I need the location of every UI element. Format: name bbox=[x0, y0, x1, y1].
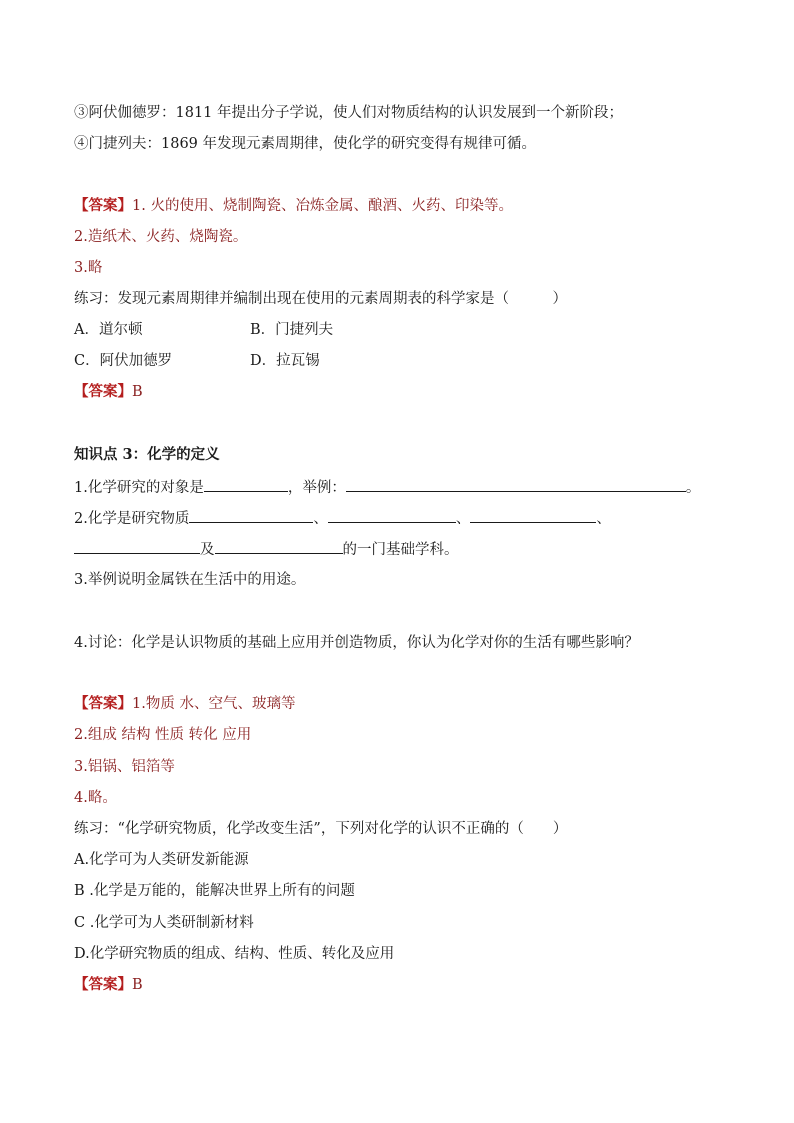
answer-text: B bbox=[132, 977, 143, 993]
answer-text: 1.物质 水、空气、玻璃等 bbox=[132, 696, 296, 712]
answer-tag: 【答案】 bbox=[74, 197, 132, 214]
answer2-line2: 2.组成 结构 性质 转化 应用 bbox=[74, 727, 252, 743]
intro-item-avogadro: ③阿伏伽德罗：1811 年提出分子学说，使人们对物质结构的认识发展到一个新阶段； bbox=[74, 105, 624, 121]
answer1-line2: 2.造纸术、火药、烧陶瓷。 bbox=[74, 229, 248, 245]
exercise1-answer bbox=[74, 382, 143, 402]
exercise2-question: 练习：“化学研究物质，化学改变生活”，下列对化学的认识不正确的（ ） bbox=[74, 821, 568, 837]
q1-text: 1.化学研究的对象是 bbox=[74, 480, 204, 496]
option-b: B．门捷列夫 bbox=[250, 322, 334, 338]
fill-blank[interactable] bbox=[346, 477, 686, 492]
fill-blank[interactable] bbox=[189, 508, 313, 523]
separator: 、 bbox=[596, 511, 611, 527]
option-d: D．拉瓦锡 bbox=[250, 353, 320, 369]
q2-text: 2.化学是研究物质 bbox=[74, 511, 190, 527]
exercise1-options-row1 bbox=[74, 320, 333, 340]
fill-blank[interactable] bbox=[470, 508, 596, 523]
exercise1-options-row2 bbox=[74, 351, 320, 371]
fill-blank[interactable] bbox=[204, 477, 288, 492]
answer2-line1 bbox=[74, 694, 295, 714]
q2-and: 及 bbox=[200, 542, 215, 558]
q2-end: 的一门基础学科。 bbox=[342, 542, 459, 558]
separator: 、 bbox=[313, 511, 328, 527]
fill-blank[interactable] bbox=[215, 539, 343, 554]
answer2-line3: 3.铝锅、铝箔等 bbox=[74, 759, 175, 775]
section3-q2-line1 bbox=[74, 508, 611, 529]
option-c: C．阿伏加德罗 bbox=[74, 353, 173, 369]
section3-q1 bbox=[74, 477, 700, 498]
fill-blank[interactable] bbox=[328, 508, 456, 523]
answer-text: 1. 火的使用、烧制陶瓷、冶炼金属、酿酒、火药、印染等。 bbox=[132, 198, 513, 214]
answer1-line3: 3.略 bbox=[74, 260, 103, 276]
section3-q3: 3.举例说明金属铁在生活中的用途。 bbox=[74, 572, 306, 588]
q1-example-label: ，举例： bbox=[287, 480, 346, 496]
separator: 、 bbox=[455, 511, 471, 527]
exercise1-question: 练习：发现元素周期律并编制出现在使用的元素周期表的科学家是（ ） bbox=[74, 291, 567, 307]
section3-q4: 4.讨论：化学是认识物质的基础上应用并创造物质，你认为化学对你的生活有哪些影响？ bbox=[74, 635, 639, 651]
exercise2-option-b: B .化学是万能的，能解决世界上所有的问题 bbox=[74, 883, 355, 899]
exercise2-option-a: A.化学可为人类研发新能源 bbox=[74, 852, 249, 868]
answer2-line4: 4.略。 bbox=[74, 790, 117, 806]
exercise2-answer bbox=[74, 975, 143, 995]
section-title: 知识点 3：化学的定义 bbox=[74, 446, 220, 463]
q1-end: 。 bbox=[685, 480, 701, 496]
section3-q2-line2 bbox=[74, 539, 459, 560]
answer-tag: 【答案】 bbox=[74, 383, 132, 400]
answer1-line1 bbox=[74, 196, 513, 216]
exercise2-option-d: D.化学研究物质的组成、结构、性质、转化及应用 bbox=[74, 946, 395, 962]
fill-blank[interactable] bbox=[74, 539, 200, 554]
answer-tag: 【答案】 bbox=[74, 695, 132, 712]
option-a: A．道尔顿 bbox=[74, 322, 143, 338]
answer-tag: 【答案】 bbox=[74, 976, 132, 993]
answer-text: B bbox=[132, 384, 143, 400]
exercise2-option-c: C .化学可为人类研制新材料 bbox=[74, 915, 254, 931]
intro-item-mendeleev: ④门捷列夫：1869 年发现元素周期律，使化学的研究变得有规律可循。 bbox=[74, 136, 537, 152]
